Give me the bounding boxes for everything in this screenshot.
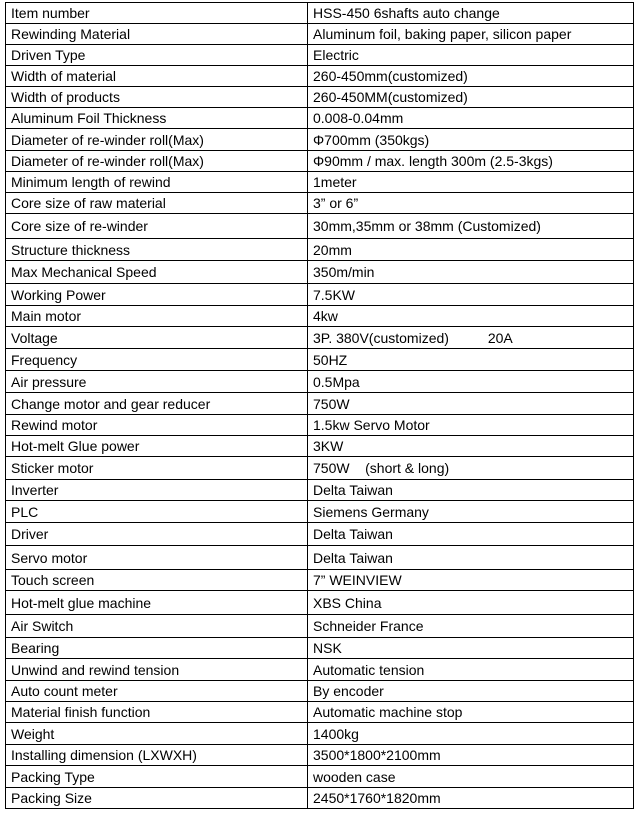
param-cell: Bearing [6, 638, 308, 659]
value-cell: 750W (short & long) [308, 457, 634, 480]
table-row [6, 349, 634, 371]
value-cell: 3P. 380V(customized) 20A [308, 327, 634, 349]
value-cell: 3” or 6” [308, 193, 634, 214]
value-cell: XBS China [308, 591, 634, 615]
value-cell: 260-450mm(customized) [308, 66, 634, 87]
param-cell: Driver [6, 523, 308, 546]
param-cell: Sticker motor [6, 457, 308, 480]
spec-table [5, 2, 634, 809]
table-row [6, 638, 634, 659]
param-cell: Structure thickness [6, 239, 308, 261]
table-row [6, 239, 634, 261]
param-cell: Core size of raw material [6, 193, 308, 214]
param-cell: Diameter of re-winder roll(Max) [6, 151, 308, 172]
value-cell: 350m/min [308, 261, 634, 284]
value-cell: Φ90mm / max. length 300m (2.5-3kgs) [308, 151, 634, 172]
table-row [6, 108, 634, 129]
table-row [6, 681, 634, 702]
param-cell: Main motor [6, 306, 308, 327]
value-cell: 0.008-0.04mm [308, 108, 634, 129]
table-row [6, 745, 634, 766]
table-row [6, 570, 634, 591]
value-cell: 7.5KW [308, 284, 634, 306]
value-cell: Automatic tension [308, 659, 634, 681]
table-row [6, 723, 634, 745]
table-row [6, 766, 634, 788]
param-cell: Servo motor [6, 546, 308, 570]
value-cell: wooden case [308, 766, 634, 788]
table-row [6, 457, 634, 480]
param-cell: Packing Size [6, 788, 308, 809]
value-cell: 30mm,35mm or 38mm (Customized) [308, 214, 634, 239]
param-cell: Touch screen [6, 570, 308, 591]
param-cell: Installing dimension (LXWXH) [6, 745, 308, 766]
value-cell: 1400kg [308, 723, 634, 745]
value-cell: 750W [308, 393, 634, 415]
param-cell: Inverter [6, 480, 308, 501]
value-cell: 3500*1800*2100mm [308, 745, 634, 766]
value-cell: By encoder [308, 681, 634, 702]
table-row [6, 546, 634, 570]
param-cell: Max Mechanical Speed [6, 261, 308, 284]
param-cell: Material finish function [6, 702, 308, 723]
value-cell: NSK [308, 638, 634, 659]
table-row [6, 702, 634, 723]
table-row [6, 151, 634, 172]
table-row [6, 45, 634, 66]
value-cell: 20mm [308, 239, 634, 261]
value-cell: Schneider France [308, 615, 634, 638]
value-cell: HSS-450 6shafts auto change [308, 3, 634, 24]
param-cell: Aluminum Foil Thickness [6, 108, 308, 129]
value-cell: 2450*1760*1820mm [308, 788, 634, 809]
value-cell: Delta Taiwan [308, 480, 634, 501]
param-cell: Voltage [6, 327, 308, 349]
value-cell: Delta Taiwan [308, 523, 634, 546]
table-row [6, 306, 634, 327]
param-cell: Weight [6, 723, 308, 745]
table-row [6, 172, 634, 193]
table-row [6, 284, 634, 306]
param-cell: Unwind and rewind tension [6, 659, 308, 681]
value-cell: 1meter [308, 172, 634, 193]
param-cell: Auto count meter [6, 681, 308, 702]
param-cell: Change motor and gear reducer [6, 393, 308, 415]
table-row [6, 66, 634, 87]
spec-table-body [6, 3, 634, 809]
value-cell: 260-450MM(customized) [308, 87, 634, 108]
param-cell: Air Switch [6, 615, 308, 638]
param-cell: Frequency [6, 349, 308, 371]
param-cell: Width of material [6, 66, 308, 87]
param-cell: Driven Type [6, 45, 308, 66]
table-row [6, 371, 634, 393]
table-row [6, 591, 634, 615]
value-cell: Delta Taiwan [308, 546, 634, 570]
param-cell: Hot-melt glue machine [6, 591, 308, 615]
value-cell: 4kw [308, 306, 634, 327]
param-cell: Rewinding Material [6, 24, 308, 45]
table-row [6, 523, 634, 546]
table-row [6, 193, 634, 214]
table-row [6, 327, 634, 349]
table-row [6, 214, 634, 239]
table-row [6, 480, 634, 501]
param-cell: Width of products [6, 87, 308, 108]
param-cell: Diameter of re-winder roll(Max) [6, 129, 308, 151]
value-cell: Automatic machine stop [308, 702, 634, 723]
param-cell: Core size of re-winder [6, 214, 308, 239]
param-cell: Working Power [6, 284, 308, 306]
table-row [6, 261, 634, 284]
value-cell: Siemens Germany [308, 501, 634, 523]
value-cell: Electric [308, 45, 634, 66]
param-cell: Hot-melt Glue power [6, 436, 308, 457]
param-cell: Packing Type [6, 766, 308, 788]
table-row [6, 393, 634, 415]
value-cell: 7” WEINVIEW [308, 570, 634, 591]
value-cell: 3KW [308, 436, 634, 457]
table-row [6, 415, 634, 436]
table-row [6, 3, 634, 24]
table-row [6, 659, 634, 681]
table-row [6, 788, 634, 809]
value-cell: Φ700mm (350kgs) [308, 129, 634, 151]
param-cell: Item number [6, 3, 308, 24]
param-cell: Rewind motor [6, 415, 308, 436]
value-cell: Aluminum foil, baking paper, silicon paper [308, 24, 634, 45]
param-cell: Air pressure [6, 371, 308, 393]
param-cell: Minimum length of rewind [6, 172, 308, 193]
param-cell: PLC [6, 501, 308, 523]
table-row [6, 24, 634, 45]
table-row [6, 501, 634, 523]
value-cell: 0.5Mpa [308, 371, 634, 393]
table-row [6, 129, 634, 151]
table-row [6, 436, 634, 457]
value-cell: 1.5kw Servo Motor [308, 415, 634, 436]
value-cell: 50HZ [308, 349, 634, 371]
table-row [6, 87, 634, 108]
table-row [6, 615, 634, 638]
